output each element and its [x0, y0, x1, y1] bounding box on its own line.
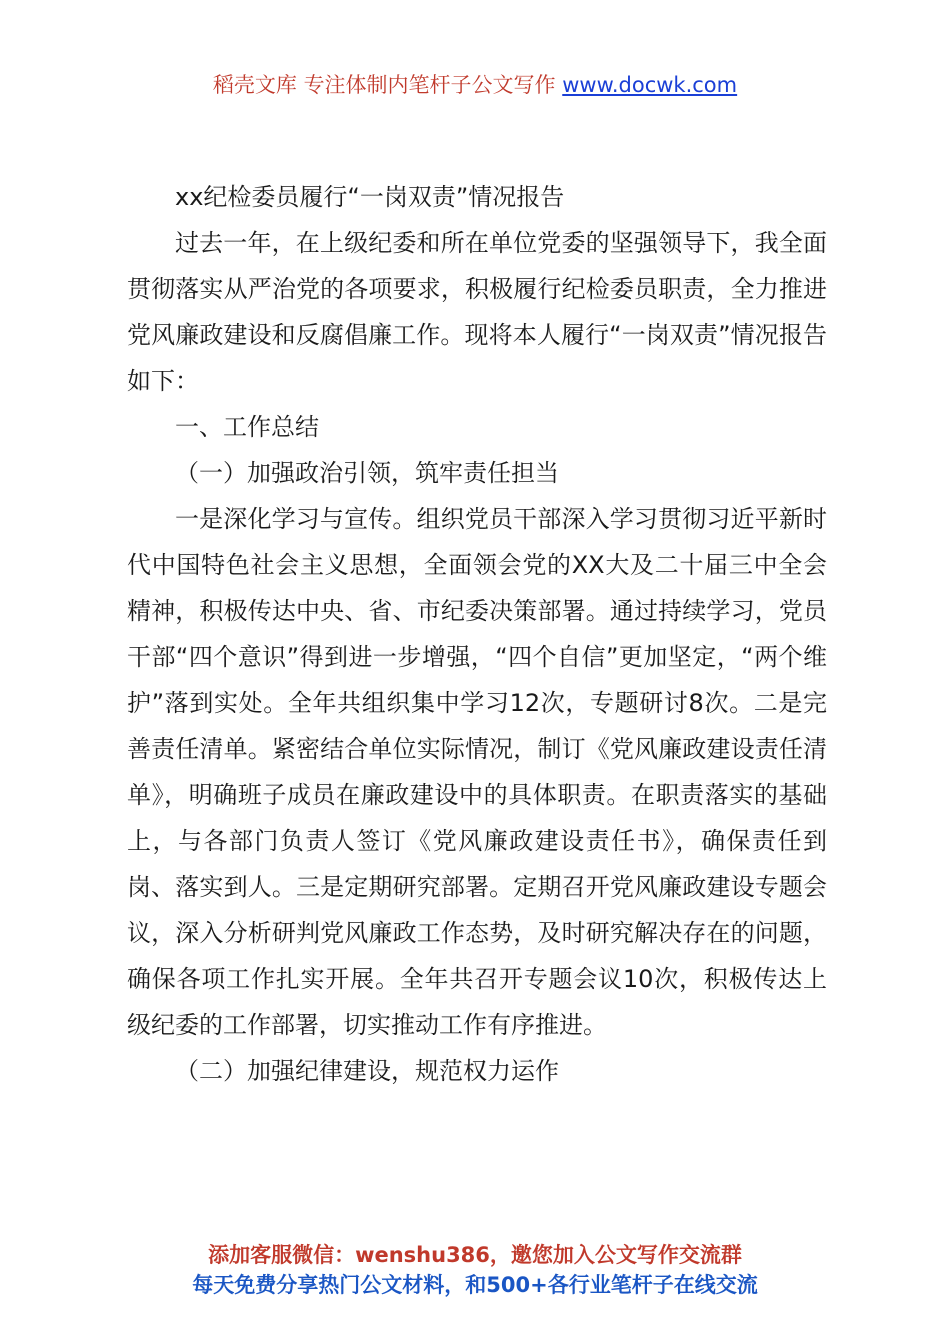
intro-paragraph: 过去一年，在上级纪委和所在单位党委的坚强领导下，我全面贯彻落实从严治党的各项要求，积极履行纪检委员职责，全力推进党风廉政建设和反腐倡廉工作。现将本人履行“一岗双责”情况报告如下： — [127, 229, 827, 395]
promo-footer — [0, 1240, 950, 1300]
footer-wechat-line: 添加客服微信：wenshu386，邀您加入公文写作交流群 — [208, 1243, 742, 1267]
document-title: xx纪检委员履行“一岗双责”情况报告 — [175, 183, 565, 211]
site-url-link[interactable]: www.docwk.com — [562, 73, 738, 97]
subsection-heading-1: （一）加强政治引领，筑牢责任担当 — [175, 459, 559, 487]
section-heading-1: 一、工作总结 — [175, 413, 319, 441]
site-slogan: 专注体制内笔杆子公文写作 — [303, 73, 556, 97]
site-name: 稻壳文库 — [212, 73, 297, 97]
site-header — [0, 70, 950, 100]
document-body — [127, 174, 827, 1094]
footer-share-line: 每天免费分享热门公文材料，和500+各行业笔杆子在线交流 — [192, 1273, 758, 1297]
body-paragraph-1: 一是深化学习与宣传。组织党员干部深入学习贯彻习近平新时代中国特色社会主义思想，全面领会党的XX大及二十届三中全会精神，积极传达中央、省、市纪委决策部署。通过持续学习，党员干部“四个意识”得到进一步增强，“四个自信”更加坚定，“两个维护”落到实处。全年共组织集中学习12次，专题研讨8次。二是完善责任清单。紧密结合单位实际情况，制订《党风廉政建设责任清单》，明确班子成员在廉政建设中的具体职责。在职责落实的基础上，与各部门负责人签订《党风廉政建设责任书》，确保责任到岗、落实到人。三是定期研究部署。定期召开党风廉政建设专题会议，深入分析研判党风廉政工作态势，及时研究解决存在的问题，确保各项工作扎实开展。全年共召开专题会议10次，积极传达上级纪委的工作部署，切实推动工作有序推进。 — [127, 505, 827, 1039]
subsection-heading-2: （二）加强纪律建设，规范权力运作 — [175, 1057, 559, 1085]
